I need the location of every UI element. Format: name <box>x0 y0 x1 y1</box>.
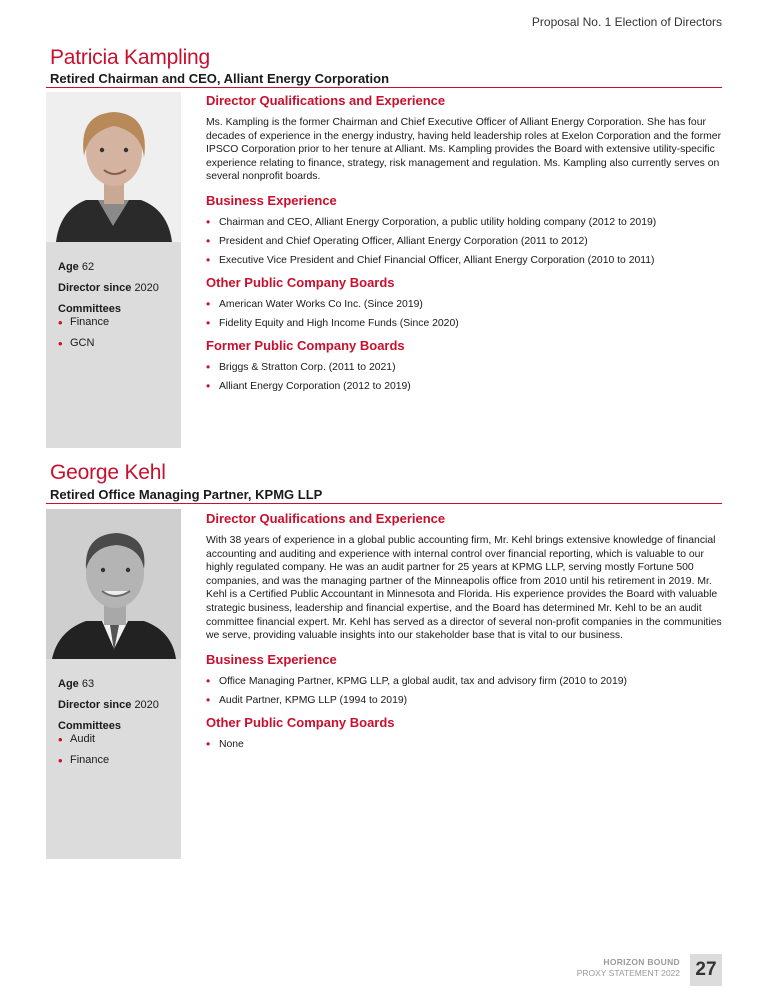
qualifications-heading: Director Qualifications and Experience <box>206 93 446 108</box>
footer-subtitle: PROXY STATEMENT 2022 <box>576 968 680 978</box>
committees-list <box>58 733 159 766</box>
director-sidebar <box>46 509 181 859</box>
committee-item: • Finance <box>58 754 159 766</box>
list-item: • Briggs & Stratton Corp. (2011 to 2021) <box>206 361 722 374</box>
director-photo <box>46 92 181 242</box>
committees-list <box>58 316 159 349</box>
director-photo <box>46 509 181 659</box>
director-since-value: 2020 <box>134 699 159 711</box>
director-title: Retired Office Managing Partner, KPMG LLP <box>50 487 323 502</box>
section-divider <box>46 87 722 88</box>
other-boards-heading: Other Public Company Boards <box>206 274 395 290</box>
business-experience-heading: Business Experience <box>206 651 337 667</box>
director-details <box>206 93 722 401</box>
list-item: • President and Chief Operating Officer, Alliant Energy Corporation (2011 to 2012) <box>206 235 722 248</box>
section-header: Proposal No. 1 Election of Directors <box>531 15 722 29</box>
director-sidebar <box>46 92 181 448</box>
former-boards-heading: Former Public Company Boards <box>206 337 405 353</box>
director-facts <box>58 678 159 775</box>
committees-label: Committees <box>58 720 121 732</box>
director-name: Patricia Kampling <box>50 46 211 69</box>
list-item: • Executive Vice President and Chief Financial Officer, Alliant Energy Corporation (2010 to 2011) <box>206 254 722 267</box>
business-experience-list <box>206 675 722 707</box>
age-row: Age 62 <box>58 261 95 273</box>
committee-item: • Audit <box>58 733 159 745</box>
committee-item: • Finance <box>58 316 159 328</box>
list-item: • Office Managing Partner, KPMG LLP, a global audit, tax and advisory firm (2010 to 2019) <box>206 675 722 688</box>
qualifications-text: Ms. Kampling is the former Chairman and Chief Executive Officer of Alliant Energy Corporation. She has four decades of experience in the energy industry, having held leadership roles at Exelon Corporation and the former IPSCO Corporation prior to her tenure at Alliant. Ms. Kampling provides the Board with extensive utility-specific experience relating to finance, strategy, risk management and regulation. Ms. Kampling also currently serves on several nonprofit boards. <box>206 117 722 183</box>
qualifications-text: With 38 years of experience in a global public accounting firm, Mr. Kehl brings extensive knowledge of financial accounting and auditing and experience with internal control over financial reporting, which is valuable to our highly regulated company. He was an audit partner for 25 years at KPMG LLP, serving mostly Fortune 500 companies, and was the managing partner of the Minneapolis office from 2010 until his retirement in 2019. Mr. Kehl is a Certified Public Accountant in Minnesota and Florida. His experience provides the Board with valuable strategic business, leadership and financial expertise, and the Board has determined Mr. Kehl to be an audit committee financial expert. Mr. Kehl has served as a director of several non-profit companies in the communities we serve, providing valuable insights into our stakeholder base that is vital to our business. <box>206 535 722 642</box>
director-name: George Kehl <box>50 461 166 484</box>
director-details <box>206 511 722 759</box>
list-item: • Audit Partner, KPMG LLP (1994 to 2019) <box>206 694 722 707</box>
director-since-row: Director since 2020 <box>58 282 159 294</box>
director-since-row: Director since 2020 <box>58 699 159 711</box>
age-value: 63 <box>81 678 95 690</box>
list-item: • Alliant Energy Corporation (2012 to 2019) <box>206 380 722 393</box>
footer-brand: HORIZON BOUND <box>603 957 680 967</box>
other-boards-list <box>206 738 722 751</box>
committee-item: • GCN <box>58 337 159 349</box>
business-experience-heading: Business Experience <box>206 192 337 208</box>
committees-label: Committees <box>58 303 121 315</box>
business-experience-list <box>206 216 722 267</box>
other-boards-list <box>206 298 722 330</box>
director-since-value: 2020 <box>134 282 159 294</box>
age-row: Age 63 <box>58 678 95 690</box>
list-item: • None <box>206 738 722 751</box>
other-boards-heading: Other Public Company Boards <box>206 714 395 730</box>
list-item: • American Water Works Co Inc. (Since 2019) <box>206 298 722 311</box>
list-item: • Fidelity Equity and High Income Funds (Since 2020) <box>206 317 722 330</box>
director-title: Retired Chairman and CEO, Alliant Energy Corporation <box>50 71 390 86</box>
page-number: 27 <box>690 954 722 986</box>
former-boards-list <box>206 361 722 393</box>
age-value: 62 <box>81 261 95 273</box>
list-item: • Chairman and CEO, Alliant Energy Corporation, a public utility holding company (2012 to 2019) <box>206 216 722 229</box>
qualifications-heading: Director Qualifications and Experience <box>206 511 446 526</box>
section-divider <box>46 503 722 504</box>
director-facts <box>58 261 159 358</box>
